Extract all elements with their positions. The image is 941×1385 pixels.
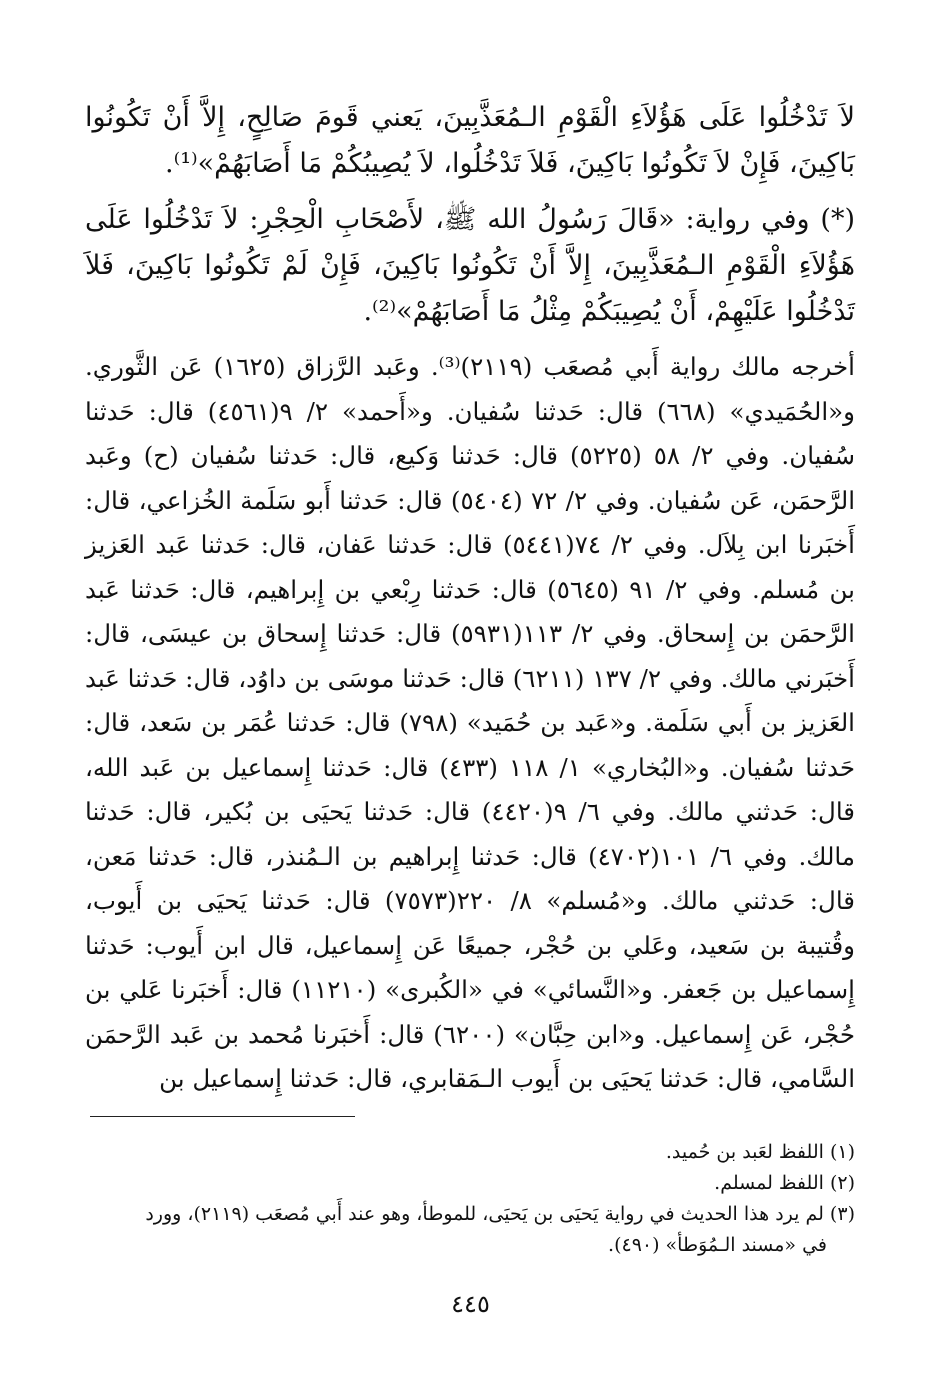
spacer: [85, 187, 855, 197]
footnote-divider: [90, 1116, 355, 1117]
main-text: [85, 95, 855, 1102]
footnote-3-continuation: في «مسند الـمُوَطأ» (٤٩٠).: [608, 1233, 827, 1256]
footnote-2: (٢) اللفظ لمسلم.: [714, 1171, 855, 1194]
footnote-1: (١) اللفظ لعَبد بن حُميد.: [665, 1140, 855, 1163]
page-number: ٤٤٥: [451, 1290, 490, 1318]
takhrij-paragraph: أخرجه مالك رواية أَبي مُصعَب (٢١١٩)⁽³⁾. وعَبد الرَّزاق (١٦٢٥) عَن الثَّوري. و«الحُمَيدي» (٦٦٨) قال: حَدثنا سُفيان. و«أَحمد» ٢/ ٩(٤٥٦١) قال: حَدثنا سُفيان. وفي ٢/ ٥٨ (٥٢٢٥) قال: حَدثنا وَكيع، قال: حَدثنا سُفيان (ح) وعَبد الرَّحمَن، عَن سُفيان. وفي ٢/ ٧٢ (٥٤٠٤) قال: حَدثنا أَبو سَلَمة الخُزاعي، قال: أَخبَرنا ابن بِلاَل. وفي ٢/ ٧٤(٥٤٤١) قال: حَدثنا عَفان، قال: حَدثنا عَبد العَزيز بن مُسلم. وفي ٢/ ٩١ (٥٦٤٥) قال: حَدثنا رِبْعي بن إِبراهيم، قال: حَدثنا عَبد الرَّحمَن بن إِسحاق. وفي ٢/ ١١٣(٥٩٣١) قال: حَدثنا إِسحاق بن عيسَى، قال: أَخبَرني مالك. وفي ٢/ ١٣٧ (٦٢١١) قال: حَدثنا موسَى بن داوُد، قال: حَدثنا عَبد العَزيز بن أَبي سَلَمة. و«عَبد بن حُمَيد» (٧٩٨) قال: حَدثنا عُمَر بن سَعد، قال: حَدثنا سُفيان. و«البُخاري» ١/ ١١٨ (٤٣٣) قال: حَدثنا إِسماعيل بن عَبد الله، قال: حَدثني مالك. وفي ٦/ ٩(٤٤٢٠) قال: حَدثنا يَحيَى بن بُكير، قال: حَدثنا مالك. وفي ٦/ ١٠١(٤٧٠٢) قال: حَدثنا إِبراهيم بن الـمُنذر، قال: حَدثنا مَعن، قال: حَدثني مالك. و«مُسلم» ٨/ ٢٢٠(٧٥٧٣) قال: حَدثنا يَحيَى بن أَيوب، وقُتيبة بن سَعيد، وعَلي بن حُجْر، جميعًا عَن إِسماعيل، قال ابن أَيوب: حَدثنا إِسماعيل بن جَعفر. و«النَّسائي» في «الكُبرى» (١١٢١٠) قال: أَخبَرنا عَلي بن حُجْر، عَن إِسماعيل. و«ابن حِبَّان» (٦٢٠٠) قال: أَخبَرنا مُحمد بن عَبد الرَّحمَن السَّامي، قال: حَدثنا يَحيَى بن أَيوب الـمَقابري، قال: حَدثنا إِسماعيل بن: [85, 352, 856, 1093]
footnotes: [85, 1137, 855, 1261]
hadith-text-2: (*) وفي رواية: «قَالَ رَسُولُ الله ﷺ، لأَصْحَابِ الْحِجْرِ: لاَ تَدْخُلُوا عَلَى هَؤُلاَءِ الْقَوْمِ الـمُعَذَّبِينَ، إِلاَّ أَنْ تَكُونُوا بَاكِينَ، فَإِنْ لَمْ تَكُونُوا بَاكِينَ، فَلاَ تَدْخُلُوا عَلَيْهِمْ، أَنْ يُصِيبَكُمْ مِثْلُ مَا أَصَابَهُمْ»⁽²⁾.: [85, 204, 855, 327]
footnote-3: (٣) لم يرد هذا الحديث في رواية يَحيَى بن يَحيَى، للموطأ، وهو عند أَبي مُصعَب (٢١١٩)، وورد: [145, 1202, 855, 1225]
spacer: [85, 335, 855, 345]
hadith-text-1: لاَ تَدْخُلُوا عَلَى هَؤُلاَءِ الْقَوْمِ الـمُعَذَّبِينَ، يَعني قَومَ صَالِحٍ، إِلاَّ أَنْ تَكُونُوا بَاكِينَ، فَإِنْ لاَ تَكُونُوا بَاكِينَ، فَلاَ تَدْخُلُوا، لاَ يُصِيبُكُمْ مَا أَصَابَهُمْ»⁽¹⁾.: [85, 102, 855, 179]
book-page: [85, 95, 855, 1261]
